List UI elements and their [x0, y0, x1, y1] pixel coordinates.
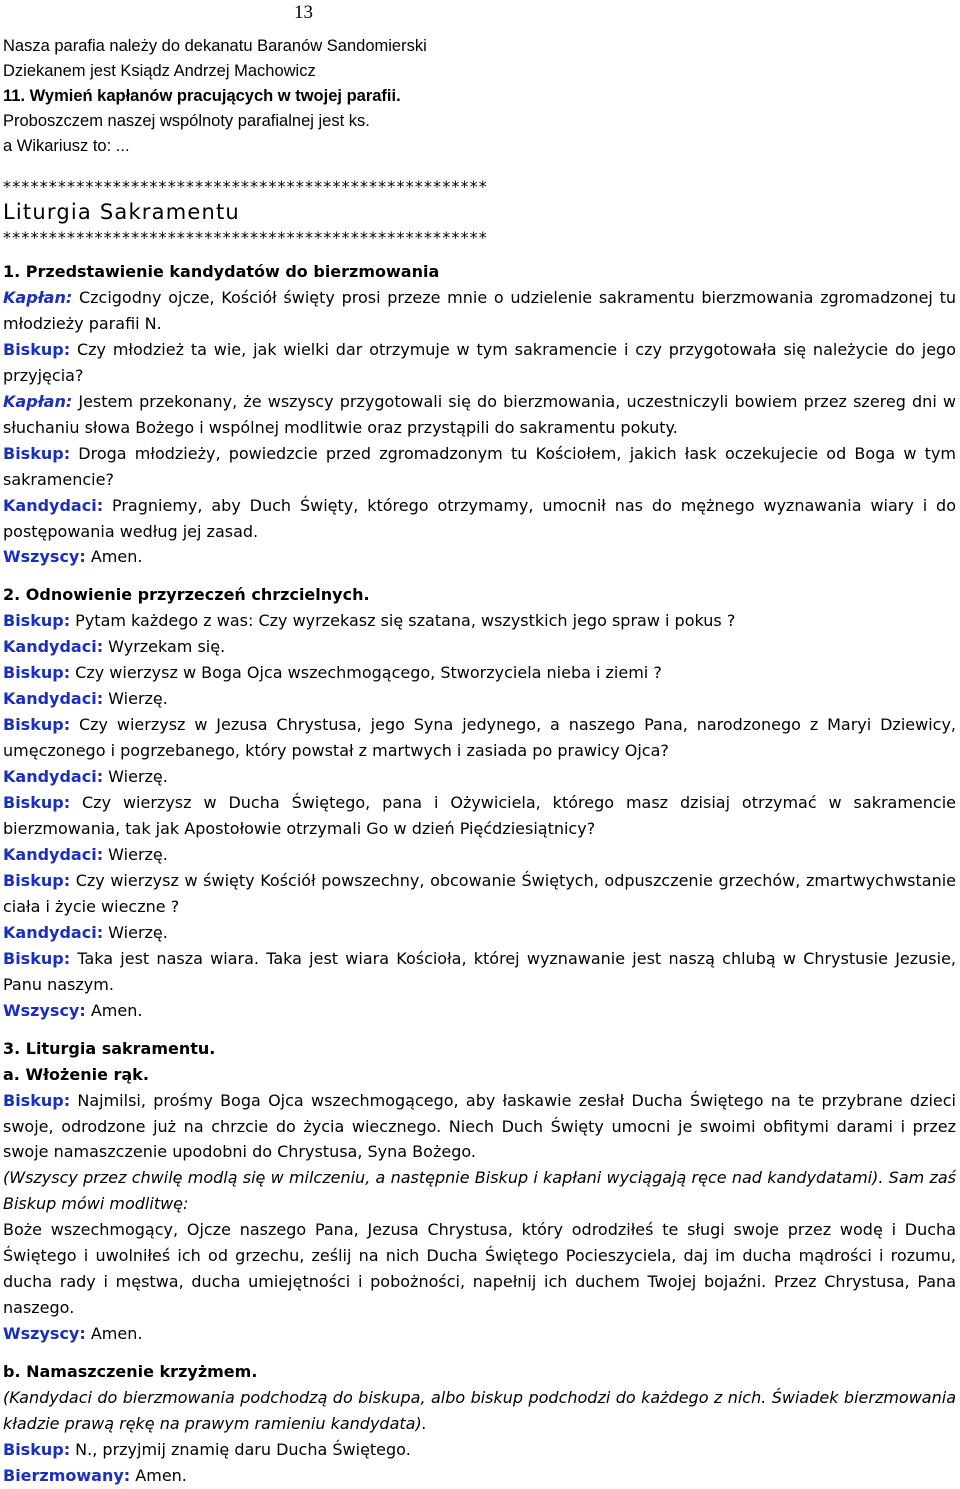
speaker-label: Biskup:: [3, 611, 71, 631]
dialogue-line: [3, 842, 956, 868]
dialogue-line: [3, 1321, 956, 1347]
speaker-label: Kandydaci:: [3, 844, 104, 864]
speaker-label: Biskup:: [3, 339, 71, 359]
speaker-text: Pragniemy, aby Duch Święty, którego otrzymamy, umocnił nas do mężnego wyznawania wiary i do postępowania według jej zasad.: [3, 495, 956, 541]
speaker-label: Biskup:: [3, 870, 71, 890]
section-heading: b. Namaszczenie krzyżmem.: [3, 1362, 258, 1382]
speaker-text: Wierzę.: [103, 689, 168, 709]
speaker-label: Biskup:: [3, 443, 71, 463]
speaker-label: Biskup:: [3, 715, 71, 735]
speaker-label: Kandydaci:: [3, 495, 104, 515]
dialogue-line: [3, 686, 956, 712]
speaker-label: Kandydaci:: [3, 637, 104, 657]
dialogue-line: [3, 337, 956, 389]
dialogue-line: [3, 389, 956, 441]
dialogue-line: [3, 285, 956, 337]
dialogue-line: [3, 998, 956, 1024]
speaker-text: Wierzę.: [103, 922, 168, 942]
dialogue-line: [3, 920, 956, 946]
speaker-text: Najmilsi, prośmy Boga Ojca wszechmogącego, aby łaskawie zesłał Ducha Świętego na te przybrane dzieci swoje, odrodzone już na chrzcie do życia wiecznego. Niech Duch Święty umocni je swoimi obfitymi darami i przez swoje namaszczenie upodobni do Chrystusa, Syna Bożego.: [3, 1090, 956, 1162]
dialogue-line: [3, 712, 956, 764]
dialogue-line: [3, 1437, 956, 1463]
section-heading: 3. Liturgia sakramentu.: [3, 1038, 216, 1058]
section-heading: a. Włożenie rąk.: [3, 1064, 149, 1084]
dialogue-line: [3, 790, 956, 842]
dialogue-line: [3, 764, 956, 790]
speaker-label: Biskup:: [3, 1090, 71, 1110]
dialogue-line: [3, 608, 956, 634]
speaker-text: Taka jest nasza wiara. Taka jest wiara Kościoła, której wyznawanie jest naszą chlubą w Chrystusie Jezusie, Panu naszym.: [3, 948, 956, 994]
speaker-label: Wszyscy:: [3, 1324, 86, 1344]
speaker-text: Droga młodzieży, powiedzcie przed zgromadzonym tu Kościołem, jakich łask oczekujecie od Boga w tym sakramencie?: [3, 443, 956, 489]
intro-question: 11. Wymień kapłanów pracujących w twojej parafii.: [3, 87, 401, 105]
prayer-text: Boże wszechmogący, Ojcze naszego Pana, Jezusa Chrystusa, który odrodziłeś te sługi swoje przez wodę i Ducha Świętego i uwolniłeś ich od grzechu, ześlij na nich Ducha Świętego Pocieszyciela, daj im ducha mądrości i rozumu, ducha rady i męstwa, ducha umiejętności i pobożności, napełnij ich duchem Twojej bojaźni. Przez Chrystusa, Pana naszego.: [3, 1220, 956, 1318]
dialogue-line: [3, 946, 956, 998]
speaker-text: Czy wierzysz w Jezusa Chrystusa, jego Syna jedynego, a naszego Pana, narodzonego z Maryi Dziewicy, umęczonego i pogrzebanego, który powstał z martwych i zasiada po prawicy Ojca?: [3, 715, 956, 761]
speaker-label: Kandydaci:: [3, 922, 104, 942]
dialogue-line: [3, 544, 956, 570]
speaker-label: Biskup:: [3, 793, 71, 813]
intro-line-deanery: Nasza parafia należy do dekanatu Baranów Sandomierski: [3, 37, 427, 55]
speaker-label: Wszyscy:: [3, 547, 86, 567]
speaker-text: Wierzę.: [103, 767, 168, 787]
dialogue-line: [3, 660, 956, 686]
speaker-label: Kapłan:: [3, 287, 73, 307]
speaker-text: Wierzę.: [103, 844, 168, 864]
section-heading: 1. Przedstawienie kandydatów do bierzmowania: [3, 262, 440, 281]
speaker-label: Kapłan:: [3, 391, 73, 411]
rubric-instruction: (Wszyscy przez chwilę modlą się w milczeniu, a następnie Biskup i kapłani wyciągają ręce nad kandydatami). Sam zaś Biskup mówi modlitwę:: [3, 1168, 956, 1214]
liturgy-text: [3, 259, 956, 1489]
speaker-label: Kandydaci:: [3, 767, 104, 787]
speaker-label: Biskup:: [3, 948, 71, 968]
speaker-text: Amen.: [85, 1000, 143, 1020]
speaker-text: Jestem przekonany, że wszyscy przygotowali się do bierzmowania, uczestniczyli bowiem przez szereg dni w słuchaniu słowa Bożego i wspólnej modlitwie oraz przystąpili do sakramentu pokuty.: [3, 391, 956, 437]
speaker-text: Czcigodny ojcze, Kościół święty prosi przeze mnie o udzielenie sakramentu bierzmowania zgromadzonej tu młodzieży parafii N.: [3, 287, 956, 333]
intro-block: [3, 34, 943, 159]
dialogue-line: [3, 1088, 956, 1166]
star-divider-top: *****************************************************: [3, 177, 488, 196]
speaker-text: Wyrzekam się.: [103, 637, 226, 657]
dialogue-line: [3, 868, 956, 920]
speaker-text: Czy wierzysz w Ducha Świętego, pana i Ożywiciela, którego masz dzisiaj otrzymać w sakramencie bierzmowania, tak jak Apostołowie otrzymali Go w dzień Pięćdziesiątnicy?: [3, 793, 956, 839]
section-title: Liturgia Sakramentu: [3, 200, 240, 224]
intro-line-dean: Dziekanem jest Ksiądz Andrzej Machowicz: [3, 62, 316, 80]
speaker-label: Biskup:: [3, 663, 71, 683]
speaker-label: Kandydaci:: [3, 689, 104, 709]
intro-line-vicar: a Wikariusz to: ...: [3, 137, 130, 155]
speaker-label: Bierzmowany:: [3, 1465, 131, 1485]
speaker-text: Czy wierzysz w święty Kościół powszechny, obcowanie Świętych, odpuszczenie grzechów, zmartwychwstanie ciała i życie wieczne ?: [3, 870, 956, 916]
speaker-text: Amen.: [130, 1465, 187, 1485]
speaker-label: Biskup:: [3, 1439, 71, 1459]
star-divider-bottom: *****************************************************: [3, 228, 488, 247]
dialogue-line: [3, 441, 956, 493]
dialogue-line: [3, 493, 956, 545]
speaker-text: Czy wierzysz w Boga Ojca wszechmogącego, Stworzyciela nieba i ziemi ?: [70, 663, 662, 683]
speaker-text: Pytam każdego z was: Czy wyrzekasz się szatana, wszystkich jego spraw i pokus ?: [70, 611, 736, 631]
page-number: 13: [294, 2, 313, 23]
speaker-text: N., przyjmij znamię daru Ducha Świętego.: [70, 1439, 411, 1459]
speaker-text: Amen.: [85, 1324, 143, 1344]
speaker-text: Amen.: [85, 547, 143, 567]
intro-line-parish-priest: Proboszczem naszej wspólnoty parafialnej jest ks.: [3, 112, 370, 130]
dialogue-line: [3, 634, 956, 660]
speaker-text: Czy młodzież ta wie, jak wielki dar otrzymuje w tym sakramencie i czy przygotowała się należycie do jego przyjęcia?: [3, 339, 956, 385]
rubric-instruction: (Kandydaci do bierzmowania podchodzą do biskupa, albo biskup podchodzi do każdego z nich. Świadek bierzmowania kładzie prawą rękę na prawym ramieniu kandydata).: [3, 1388, 956, 1433]
section-heading: 2. Odnowienie przyrzeczeń chrzcielnych.: [3, 585, 370, 605]
dialogue-line: [3, 1463, 956, 1489]
speaker-label: Wszyscy:: [3, 1000, 86, 1020]
